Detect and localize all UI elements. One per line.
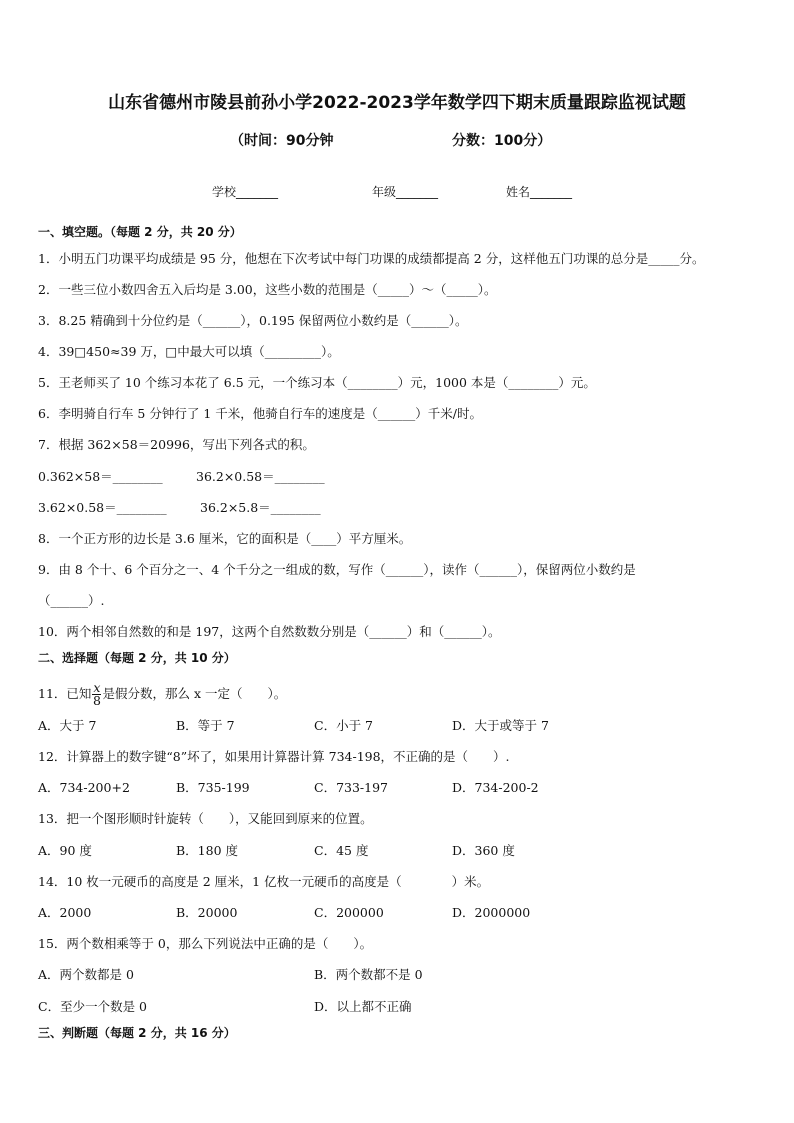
exam-score: 分数：100分） [452, 133, 552, 149]
q11-option-b: B．等于 7 [176, 718, 235, 733]
section-heading-choice: 二、选择题（每题 2 分，共 10 分） [38, 651, 236, 665]
q12-option-d: D．734-200-2 [452, 780, 539, 795]
fraction-denominator: 8 [92, 693, 101, 708]
question-10: 10．两个相邻自然数的和是 197，这两个自然数数分别是（______）和（______）。 [38, 624, 501, 639]
section-heading-true-false: 三、判断题（每题 2 分，共 16 分） [38, 1026, 236, 1040]
question-1: 1．小明五门功课平均成绩是 95 分，他想在下次考试中每门功课的成绩都提高 2 分，这样他五门功课的总分是_____分。 [38, 251, 705, 266]
question-13: 13．把一个图形顺时针旋转（ ），又能回到原来的位置。 [38, 811, 373, 826]
question-14: 14．10 枚一元硬币的高度是 2 厘米，1 亿枚一元硬币的高度是（ ）米。 [38, 874, 490, 889]
question-7a: 0.362×58＝________ [38, 469, 163, 484]
question-6: 6．李明骑自行车 5 分钟行了 1 千米，他骑自行车的速度是（______）千米/时。 [38, 406, 482, 421]
q14-option-d: D．2000000 [452, 905, 531, 920]
q14-option-b: B．20000 [176, 905, 238, 920]
page-title: 山东省德州市陵县前孙小学2022-2023学年数学四下期末质量跟踪监视试题 [108, 93, 686, 113]
q13-option-a: A．90 度 [38, 843, 92, 858]
question-8: 8．一个正方形的边长是 3.6 厘米，它的面积是（____）平方厘米。 [38, 531, 412, 546]
question-5: 5．王老师买了 10 个练习本花了 6.5 元，一个练习本（________）元，1000 本是（________）元。 [38, 375, 596, 390]
question-11-suffix: 是假分数，那么 x 一定（ ）。 [102, 686, 287, 701]
question-7c: 3.62×0.58＝________ [38, 500, 167, 515]
q11-option-c: C．小于 7 [314, 718, 373, 733]
q15-option-c: C．至少一个数是 0 [38, 999, 147, 1014]
q15-option-d: D．以上都不正确 [314, 999, 412, 1014]
question-3: 3．8.25 精确到十分位约是（______），0.195 保留两位小数约是（______）。 [38, 313, 468, 328]
question-12: 12．计算器上的数字键“8”坏了，如果用计算器计算 734-198，不正确的是（ ）. [38, 749, 510, 764]
question-9: 9．由 8 个十、6 个百分之一、4 个千分之一组成的数，写作（______），读作（______），保留两位小数约是 [38, 562, 636, 577]
question-9-continued: （______）. [38, 593, 105, 608]
q12-option-c: C．733-197 [314, 780, 389, 795]
fraction-x-over-8 [92, 682, 101, 707]
q11-option-a: A．大于 7 [38, 718, 97, 733]
q14-option-a: A．2000 [38, 905, 92, 920]
q12-option-b: B．735-199 [176, 780, 250, 795]
q14-option-c: C．200000 [314, 905, 384, 920]
question-7b: 36.2×0.58＝________ [196, 469, 325, 484]
question-2: 2．一些三位小数四舍五入后均是 3.00，这些小数的范围是（_____）～（_____）。 [38, 282, 497, 297]
section-heading-fill-in: 一、填空题。（每题 2 分，共 20 分） [38, 225, 242, 239]
q15-option-a: A．两个数都是 0 [38, 967, 134, 982]
question-15: 15．两个数相乘等于 0，那么下列说法中正确的是（ ）。 [38, 936, 373, 951]
question-4: 4．39□450≈39 万，□中最大可以填（_________）。 [38, 344, 340, 359]
name-field: 姓名_______ [506, 185, 573, 199]
question-7d: 36.2×5.8＝________ [200, 500, 321, 515]
q13-option-d: D．360 度 [452, 843, 515, 858]
q13-option-c: C．45 度 [314, 843, 369, 858]
grade-field: 年级_______ [372, 185, 439, 199]
question-11 [38, 682, 286, 707]
question-7: 7．根据 362×58＝20996，写出下列各式的积。 [38, 437, 315, 452]
exam-time: （时间：90分钟 [230, 133, 334, 149]
q13-option-b: B．180 度 [176, 843, 239, 858]
q12-option-a: A．734-200+2 [38, 780, 130, 795]
q15-option-b: B．两个数都不是 0 [314, 967, 423, 982]
fraction-numerator: x [93, 680, 101, 695]
q11-option-d: D．大于或等于 7 [452, 718, 549, 733]
school-field: 学校_______ [212, 185, 279, 199]
question-11-prefix: 11．已知 [38, 686, 92, 701]
